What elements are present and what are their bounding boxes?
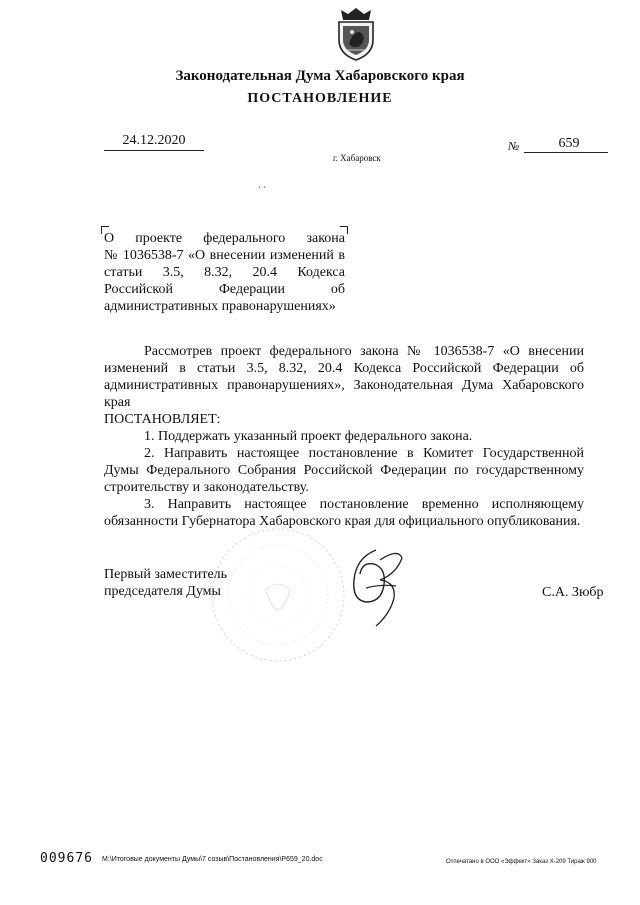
subject-line: статьи 3.5, 8.32, 20.4 Кодекса xyxy=(104,265,345,280)
number-underline xyxy=(524,152,608,153)
printer-imprint: Отпечатано в ООО «Эффект» Заказ Х-209 Тираж 900 xyxy=(446,859,597,865)
signatory-name: С.А. Зюбр xyxy=(542,585,604,600)
document-date: 24.12.2020 xyxy=(122,133,186,148)
file-path: M:\Итоговые документы Думы\7 созыв\Постановления\Р659_20.doc xyxy=(102,856,323,863)
organization-name: Законодательная Дума Хабаровского края xyxy=(175,68,465,84)
registration-number: 009676 xyxy=(40,851,93,866)
coat-of-arms-icon xyxy=(333,6,379,62)
signatory-title-line: председателя Думы xyxy=(104,584,221,599)
body-item: 1. Поддержать указанный проект федерального закона. xyxy=(144,429,473,444)
number-label: № xyxy=(508,139,520,153)
handwritten-signature xyxy=(336,540,416,630)
document-subject xyxy=(104,230,345,315)
body-item: 2. Направить настоящее постановление в Комитет Государственной Думы Федерального Собрания Российской Федерации по государственному строительству и законодательству. xyxy=(104,446,584,495)
document-body xyxy=(104,343,584,530)
body-resolves: ПОСТАНОВЛЯЕТ: xyxy=(104,412,221,427)
body-item: 3. Направить настоящее постановление временно исполняющему обязанности Губернатора Хабаровского края для официального опубликования. xyxy=(104,497,584,529)
signatory-title-line: Первый заместитель xyxy=(104,567,228,582)
subject-line: Российской Федерации об xyxy=(104,282,345,297)
document-type: ПОСТАНОВЛЕНИЕ xyxy=(247,91,393,106)
signatory-title xyxy=(104,566,227,600)
subject-line: О проекте федерального закона xyxy=(104,231,345,246)
document-number: 659 xyxy=(558,136,580,151)
body-intro: Рассмотрев проект федерального закона № 1036538-7 «О внесении изменений в статьи 3.5, 8.32, 20.4 Кодекса Российской Федерации об административных правонарушениях», Законодательная Дума Хабаровского края xyxy=(104,344,584,410)
subject-line: административных правонарушениях» xyxy=(104,299,336,314)
subject-line: № 1036538-7 «О внесении изменений в xyxy=(104,248,345,263)
date-underline xyxy=(104,150,204,151)
document-place: г. Хабаровск xyxy=(333,153,381,163)
scan-mark: · · xyxy=(258,182,267,192)
